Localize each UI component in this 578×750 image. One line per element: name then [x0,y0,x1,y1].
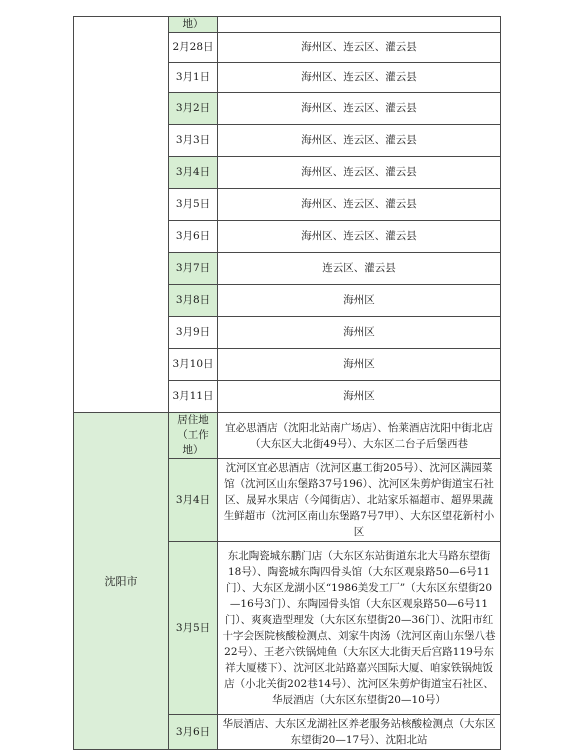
date-cell: 3月9日 [169,317,218,349]
table-row [74,413,501,459]
table-row [74,17,501,33]
date-cell: 3月3日 [169,125,218,157]
date-cell: 3月6日 [169,715,218,750]
places-cell: 沈河区宜必思酒店（沈河区惠工街205号）、沈河区满园菜馆（沈河区山东堡路37号196）、沈河区朱剪炉街道宝石社区、晟昇水果店（今闻街店）、北站家乐福超市、超界果蔬生鲜超市（沈河区南山东堡路7号7甲）、大东区望花新村小区 [218,459,501,542]
places-cell: 东北陶瓷城东鹏门店（大东区东站街道东北大马路东望街18号）、陶瓷城东陶四骨头馆（大东区观泉路50—6号11门）、大东区龙湖小区“1986美发工厂”（大东区东望街20—16号3门）、东陶园骨头馆（大东区观泉路50—6号11门）、爽爽造型理发（大东区东望街20—36门）、沈阳市红十字会医院核酸检测点、刘家牛肉汤（沈河区南山东堡八巷22号）、王老六铁锅炖鱼（大东区大北街天后宫路119号东祥大厦楼下）、沈河区北站路嘉兴国际大厦、咱家铁锅炖饭店（小北关街202巷14号）、沈河区朱剪炉街道宝石社区、华辰酒店（大东区东望街20—10号） [218,542,501,715]
date-cell: 2月28日 [169,33,218,63]
places-cell: 海州区 [218,381,501,413]
city-cell-lianyungang [74,17,169,413]
places-cell: 海州区、连云区、灌云县 [218,221,501,253]
places-cell: 华辰酒店、大东区龙湖社区养老服务站核酸检测点（大东区东望街20—17号）、沈阳北站 [218,715,501,750]
date-cell: 3月7日 [169,253,218,285]
date-cell: 居住地（工作地） [169,413,218,459]
places-cell [218,17,501,33]
places-cell: 海州区 [218,349,501,381]
places-cell: 海州区、连云区、灌云县 [218,33,501,63]
places-cell: 宜必思酒店（沈阳北站南广场店）、怡莱酒店沈阳中街北店（大东区大北街49号）、大东区二台子后堡西巷 [218,413,501,459]
city-cell-shenyang: 沈阳市 [74,413,169,750]
date-cell: 3月5日 [169,189,218,221]
date-cell: 3月4日 [169,459,218,542]
date-cell: 地） [169,17,218,33]
date-cell: 3月2日 [169,93,218,125]
risk-locations-table [73,16,501,750]
date-cell: 3月10日 [169,349,218,381]
places-cell: 海州区 [218,285,501,317]
places-cell: 海州区、连云区、灌云县 [218,157,501,189]
date-cell: 3月6日 [169,221,218,253]
date-cell: 3月5日 [169,542,218,715]
places-cell: 海州区 [218,317,501,349]
places-cell: 连云区、灌云县 [218,253,501,285]
places-cell: 海州区、连云区、灌云县 [218,189,501,221]
places-cell: 海州区、连云区、灌云县 [218,63,501,93]
date-cell: 3月4日 [169,157,218,189]
date-cell: 3月1日 [169,63,218,93]
places-cell: 海州区、连云区、灌云县 [218,125,501,157]
date-cell: 3月11日 [169,381,218,413]
date-cell: 3月8日 [169,285,218,317]
places-cell: 海州区、连云区、灌云县 [218,93,501,125]
